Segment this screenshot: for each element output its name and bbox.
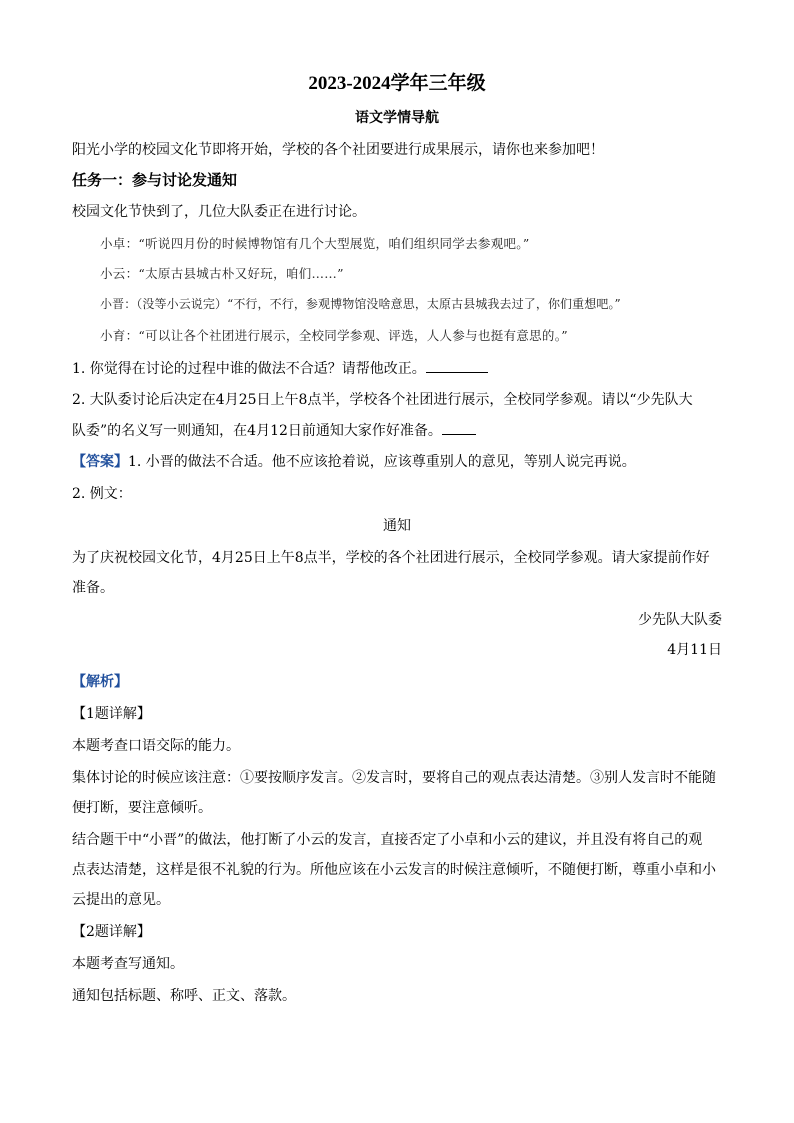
- notice-date: 4月11日: [667, 642, 722, 658]
- detail-1-paragraph: 云提出的意见。: [72, 892, 170, 908]
- dialog-line: 小卓：“听说四月份的时候博物馆有几个大型展览，咱们组织同学去参观吧。”: [100, 236, 530, 251]
- detail-1-paragraph: 点表达清楚，这样是很不礼貌的行为。所他应该在小云发言的时候注意倾听，不随便打断，尊重小卓和小: [72, 862, 716, 878]
- detail-1-heading: 【1题详解】: [72, 706, 151, 722]
- answer-blank: [426, 358, 488, 373]
- analysis-tag: 【解析】: [72, 674, 128, 690]
- question-2-line-2: [72, 420, 476, 441]
- detail-1-paragraph: 本题考查口语交际的能力。: [72, 738, 240, 754]
- detail-2-paragraph: 通知包括标题、称呼、正文、落款。: [72, 988, 296, 1004]
- dialog-line: 小云：“太原古县城古朴又好玩，咱们……”: [100, 266, 344, 281]
- detail-2-heading: 【2题详解】: [72, 924, 151, 940]
- page-title: 2023-2024学年三年级: [308, 73, 486, 94]
- detail-1-paragraph: 便打断，要注意倾听。: [72, 800, 212, 816]
- answer-blank: [442, 420, 476, 435]
- answer-1: [72, 452, 636, 472]
- question-2-text: 队委”的名义写一则通知，在4月12日前通知大家作好准备。: [72, 423, 442, 439]
- answer-1-text: 1. 小晋的做法不合适。他不应该抢着说，应该尊重别人的意见，等别人说完再说。: [128, 454, 636, 470]
- detail-2-paragraph: 本题考查写通知。: [72, 956, 184, 972]
- notice-body-line-2: 准备。: [72, 580, 114, 596]
- task1-heading: 任务一：参与讨论发通知: [72, 171, 238, 189]
- detail-1-paragraph: 集体讨论的时候应该注意：①要按顺序发言。②发言时，要将自己的观点表达清楚。③别人发言时不能随: [72, 770, 716, 786]
- question-2-line-1: 2. 大队委讨论后决定在4月25日上午8点半，学校各个社团进行展示，全校同学参观。请以“少先队大: [72, 392, 693, 408]
- notice-signature: 少先队大队委: [638, 612, 722, 628]
- notice-title: 通知: [383, 518, 411, 534]
- notice-body-line-1: 为了庆祝校园文化节，4月25日上午8点半，学校的各个社团进行展示，全校同学参观。请大家提前作好: [72, 550, 710, 566]
- dialog-line: 小晋：（没等小云说完）“不行，不行，参观博物馆没啥意思，太原古县城我去过了，你们重想吧。”: [100, 297, 621, 311]
- question-1: [72, 358, 488, 379]
- discussion-intro: 校园文化节快到了，几位大队委正在进行讨论。: [72, 204, 366, 220]
- answer-tag: 【答案】: [72, 454, 128, 470]
- question-1-text: 1. 你觉得在讨论的过程中谁的做法不合适？请帮他改正。: [72, 361, 426, 377]
- dialog-line: 小育：“可以让各个社团进行展示，全校同学参观、评选，人人参与也挺有意思的。”: [100, 328, 568, 343]
- intro-text: 阳光小学的校园文化节即将开始，学校的各个社团要进行成果展示，请你也来参加吧！: [72, 142, 604, 158]
- detail-1-paragraph: 结合题干中“小晋”的做法，他打断了小云的发言，直接否定了小卓和小云的建议，并且没有将自己的观: [72, 832, 703, 848]
- page-subtitle: 语文学情导航: [355, 110, 439, 126]
- answer-2-label: 2. 例文：: [72, 486, 132, 502]
